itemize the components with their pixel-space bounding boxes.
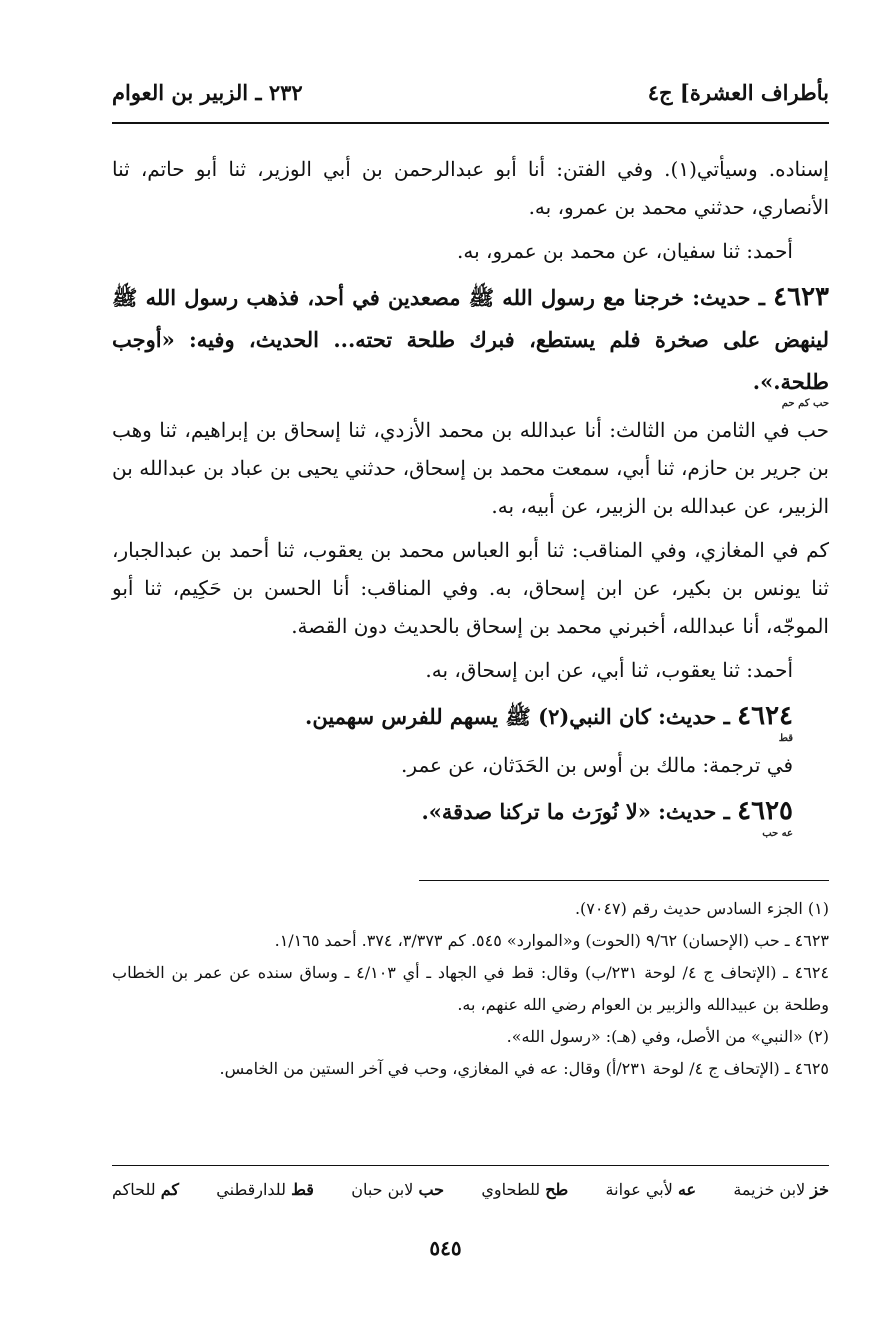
paragraph: حب في الثامن من الثالث: أنا عبدالله بن محمد الأزدي، ثنا إسحاق بن إبراهيم، ثنا وهب بن جرير بن حازم، ثنا أبي، سمعت محمد بن إسحاق، حدثني يحيى بن عباد بن عبدالله بن الزبير، عن عبدالله بن الزبير، عن أبيه، به.: [112, 418, 829, 518]
paragraph: في ترجمة: مالك بن أوس بن الحَدَثان، عن عمر.: [401, 753, 793, 777]
hadith-number: ٤٦٢٤: [737, 701, 793, 731]
legend-item: قط للدارقطني: [216, 1180, 314, 1199]
footnote: ٤٦٢٥ ـ (الإتحاف ج ٤/ لوحة ٢٣١/أ) وقال: عه في المغازي، وحب في آخر الستين من الخامس.: [219, 1059, 829, 1078]
footnotes: [112, 893, 829, 1085]
sigla-legend: [112, 1180, 829, 1199]
legend-item: طح للطحاوي: [481, 1180, 569, 1199]
legend-item: عه لأبي عوانة: [605, 1180, 697, 1199]
running-header: [112, 74, 829, 110]
footnote: ٤٦٢٣ ـ حب (الإحسان) ٩/٦٢ (الحوت) و«الموارد» ٥٤٥. كم ٣/٣٧٣، ٣٧٤. أحمد ١/١٦٥.: [274, 931, 829, 950]
hadith-number: ٤٦٢٥: [737, 796, 793, 826]
footnote: (٢) «النبي» من الأصل، وفي (هـ): «رسول الله».: [506, 1027, 829, 1046]
legend-item: كم للحاكم: [112, 1180, 179, 1199]
paragraph: أحمد: ثنا يعقوب، ثنا أبي، عن ابن إسحاق، به.: [425, 658, 793, 682]
paragraph: أحمد: ثنا سفيان، عن محمد بن عمرو، به.: [457, 239, 793, 263]
main-text: [112, 150, 829, 841]
paragraph: إسناده. وسيأتي(١). وفي الفتن: أنا أبو عبدالرحمن بن أبي الوزير، ثنا أبو حاتم، ثنا الأنصاري، حدثني محمد بن عمرو، به.: [112, 157, 829, 219]
source-sigla: عه حب: [762, 828, 793, 839]
page-number: ٥٤٥: [429, 1236, 462, 1260]
legend-item: خز لابن خزيمة: [733, 1180, 829, 1199]
hadith-text: ـ حديث: «لا نُورَث ما تركنا صدقة».: [421, 799, 730, 824]
hadith-text: ـ حديث: خرجنا مع رسول الله ﷺ مصعدين في أحد، فذهب رسول الله ﷺ لينهض على صخرة فلم يستطع، فبرك طلحة تحته... الحديث، وفيه: «أوجب طلحة.».: [112, 285, 829, 394]
hadith-number: ٤٦٢٣: [773, 282, 829, 312]
hadith-entry-4624: [112, 695, 829, 744]
legend-item: حب لابن حبان: [351, 1180, 445, 1199]
footnote-divider: [419, 880, 829, 881]
source-sigla: حب كم حم: [781, 398, 829, 409]
hadith-entry-4623: [112, 276, 829, 409]
footnote: (١) الجزء السادس حديث رقم (٧٠٤٧).: [574, 899, 829, 918]
footnote: ٤٦٢٤ ـ (الإتحاف ج ٤/ لوحة ٢٣١/ب) وقال: قط في الجهاد ـ أي ٤/١٠٣ ـ وساق سنده عن عمر بن الخطاب وطلحة بن عبيدالله والزبير بن العوام رضي الله عنهم، به.: [112, 963, 830, 1014]
paragraph: كم في المغازي، وفي المناقب: ثنا أبو العباس محمد بن يعقوب، ثنا أحمد بن عبدالجبار، ثنا يونس بن بكير، عن ابن إسحاق، به. وفي المناقب: أنا الحسن بن حَكِيم، ثنا أبو الموجّه، أنا عبدالله، أخبرني محمد بن إسحاق بالحديث دون القصة.: [112, 538, 829, 638]
header-volume-title: بأطراف العشرة] ج٤: [647, 79, 829, 105]
header-divider: [112, 122, 829, 124]
hadith-text: ـ حديث: كان النبي(٢) ﷺ يسهم للفرس سهمين.: [305, 704, 730, 729]
header-section-title: ٢٣٢ ـ الزبير بن العوام: [112, 79, 303, 105]
source-sigla: قط: [778, 733, 793, 744]
legend-divider: [112, 1165, 829, 1166]
hadith-entry-4625: [112, 790, 829, 839]
